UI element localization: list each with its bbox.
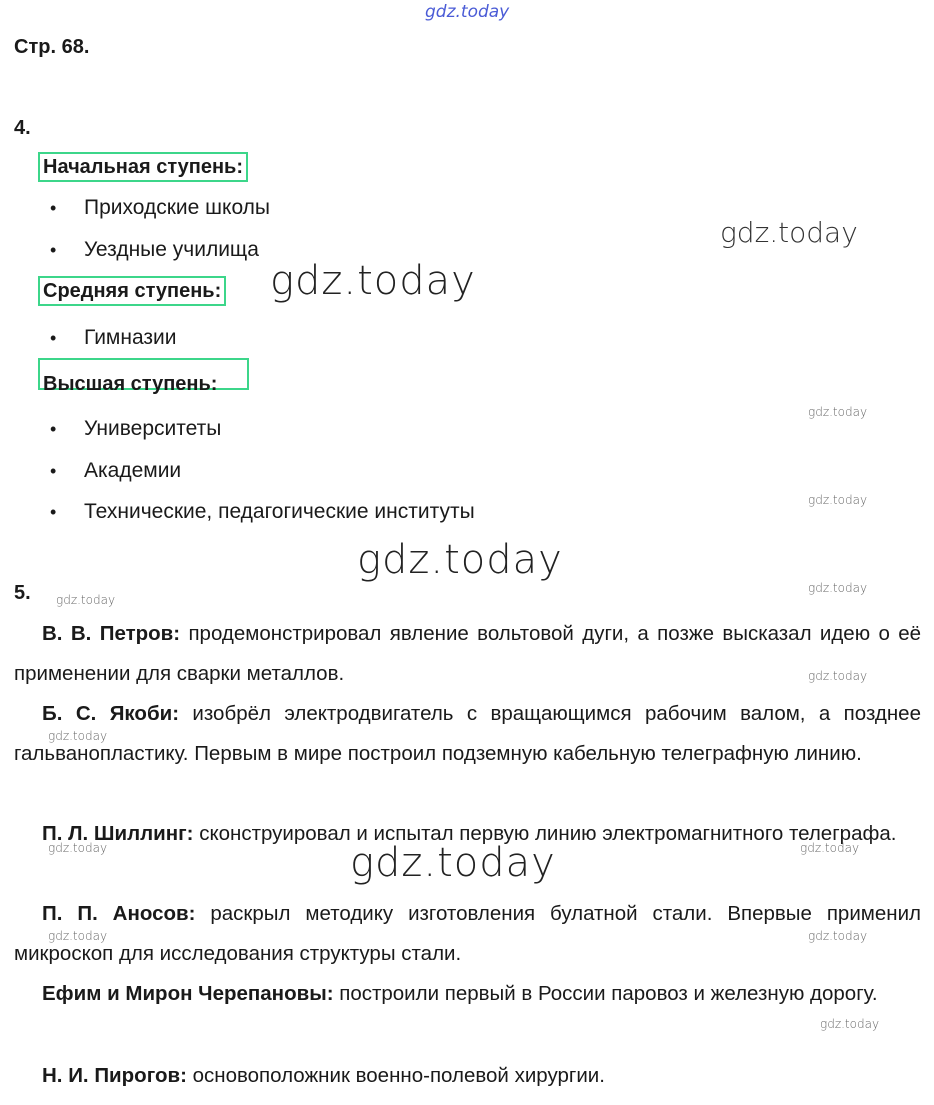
entry-anosov: П. П. Аносов: раскрыл методику изготовления булатной стали. Впервые применил микроскоп для исследования структуры стали. <box>14 902 921 965</box>
watermark: gdz.today <box>270 258 476 304</box>
list-item: • Технические, педагогические институты <box>50 500 475 523</box>
entry-cherepanovs: Ефим и Мирон Черепановы: построили первый в России паровоз и железную дорогу. <box>42 982 878 1005</box>
watermark: gdz.today <box>720 216 858 249</box>
watermark: gdz.today <box>800 841 860 855</box>
watermark: gdz.today <box>808 581 868 595</box>
list-item: • Академии <box>50 459 182 482</box>
entry-jacobi: Б. С. Якоби: изобрёл электродвигатель с вращающимся рабочим валом, а позднее гальванопластику. Первым в мире построил подземную кабельную телеграфную линию. <box>14 702 921 765</box>
task-number: 4. <box>14 117 31 139</box>
watermark: gdz.today <box>808 929 868 943</box>
entry-petrov: В. В. Петров: продемонстрировал явление вольтовой дуги, а позже высказал идею о её применении для сварки металлов. <box>14 622 921 685</box>
list-item: • Уездные училища <box>50 238 259 261</box>
task-number: 5. <box>14 582 31 604</box>
watermark: gdz.today <box>820 1017 880 1031</box>
watermark: gdz.today <box>48 729 108 743</box>
page-label: Стр. 68. <box>14 36 90 58</box>
section-title-middle: Средняя ступень: <box>38 276 226 306</box>
watermark: gdz.today <box>808 405 868 419</box>
section-title-initial: Начальная ступень: <box>38 152 248 182</box>
watermark: gdz.today <box>808 493 868 507</box>
list-item: • Гимназии <box>50 326 177 349</box>
watermark: gdz.today <box>350 840 556 886</box>
watermark: gdz.today <box>357 537 563 583</box>
watermark-top: gdz.today <box>425 2 510 22</box>
watermark: gdz.today <box>56 593 116 607</box>
watermark: gdz.today <box>48 841 108 855</box>
list-item: • Приходские школы <box>50 196 271 219</box>
watermark: gdz.today <box>48 929 108 943</box>
entry-pirogov: Н. И. Пирогов: основоположник военно-полевой хирургии. <box>42 1064 605 1087</box>
watermark: gdz.today <box>808 669 868 683</box>
entry-schilling: П. Л. Шиллинг: сконструировал и испытал первую линию электромагнитного телеграфа. <box>42 822 897 845</box>
list-item: • Университеты <box>50 417 222 440</box>
section-title-higher: Высшая ступень: <box>38 358 249 390</box>
